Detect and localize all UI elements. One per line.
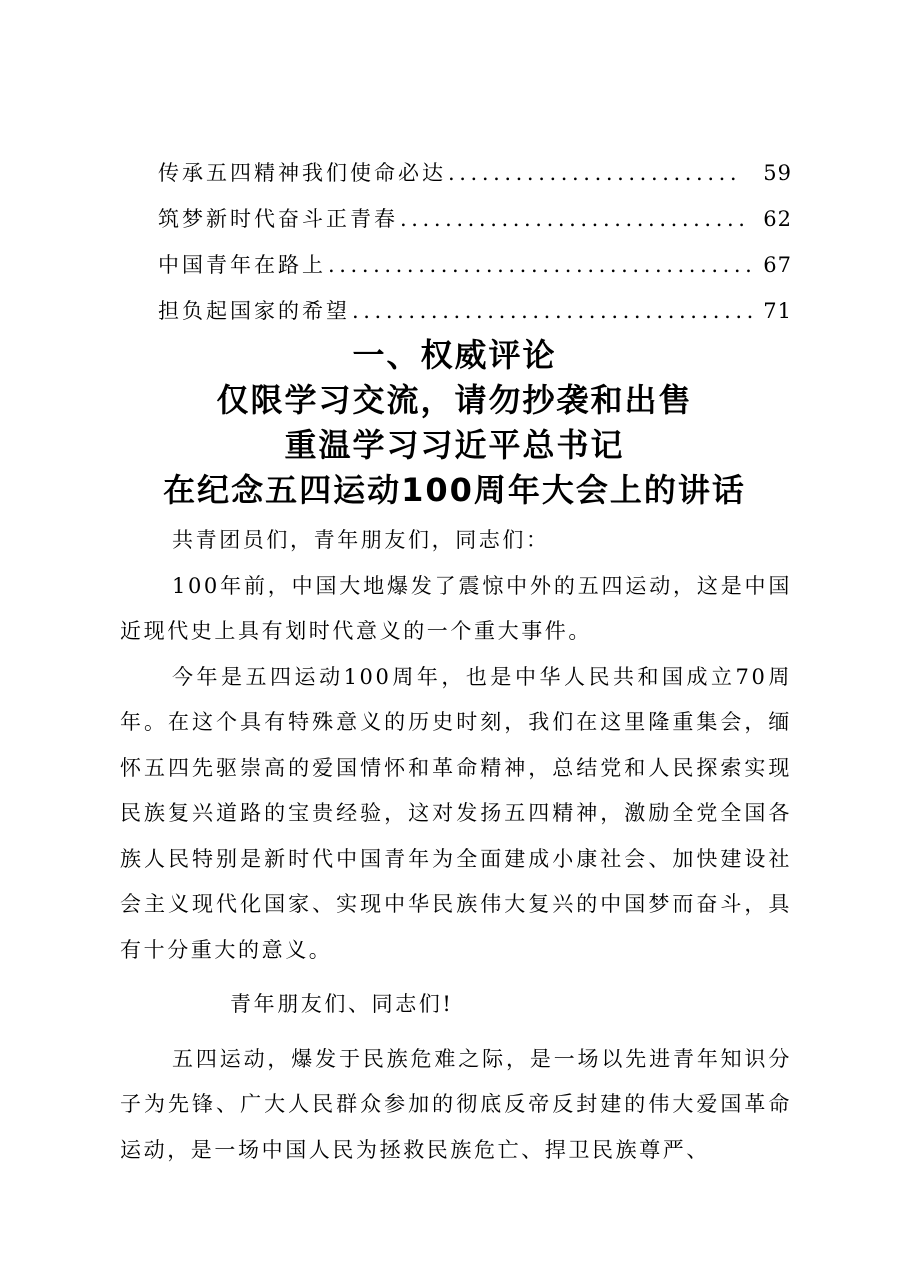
toc-entry[interactable]	[158, 203, 792, 249]
toc-page-number: 62	[763, 207, 792, 231]
toc-entry-title: 筑梦新时代奋斗正青春	[158, 207, 398, 231]
paragraph-salutation: 共青团员们，青年朋友们，同志们：	[172, 528, 550, 552]
toc-entry[interactable]	[158, 157, 792, 203]
toc-leader-dots: ....................................	[352, 299, 758, 323]
toc-entry-title: 中国青年在路上	[158, 253, 326, 277]
article-body	[120, 518, 792, 1173]
article-title-line-2: 在纪念五四运动100周年大会上的讲话	[163, 471, 746, 509]
toc-page-number: 59	[763, 161, 792, 185]
article-title-line-1: 重温学习习近平总书记	[284, 426, 625, 464]
notice-heading: 仅限学习交流，请勿抄袭和出售	[216, 381, 693, 419]
table-of-contents	[158, 157, 792, 341]
toc-page-number: 71	[763, 299, 792, 323]
heading-block	[0, 333, 909, 513]
toc-entry[interactable]	[158, 249, 792, 295]
paragraph: 100年前，中国大地爆发了震惊中外的五四运动，这是中国近现代史上具有划时代意义的一个重大事件。	[120, 573, 792, 643]
section-heading: 一、权威评论	[352, 336, 557, 374]
paragraph: 五四运动，爆发于民族危难之际，是一场以先进青年知识分子为先锋、广大人民群众参加的彻底反帝反封建的伟大爱国革命运动，是一场中国人民为拯救民族危亡、捍卫民族尊严、	[120, 1046, 792, 1162]
paragraph-greeting: 青年朋友们、同志们!	[230, 992, 454, 1016]
toc-entry-title: 传承五四精神我们使命必达	[158, 161, 446, 185]
toc-entry-title: 担负起国家的希望	[158, 299, 350, 323]
toc-leader-dots: ......................................	[328, 253, 757, 277]
toc-leader-dots: ..........................	[448, 161, 742, 185]
paragraph: 今年是五四运动100周年，也是中华人民共和国成立70周年。在这个具有特殊意义的历史时刻，我们在这里隆重集会，缅怀五四先驱崇高的爱国情怀和革命精神，总结党和人民探索实现民族复兴道路的宝贵经验，这对发扬五四精神，激励全党全国各族人民特别是新时代中国青年为全面建成小康社会、加快建设社会主义现代化国家、实现中华民族伟大复兴的中国梦而奋斗，具有十分重大的意义。	[120, 664, 792, 962]
toc-leader-dots: ...............................	[400, 207, 750, 231]
toc-page-number: 67	[763, 253, 792, 277]
